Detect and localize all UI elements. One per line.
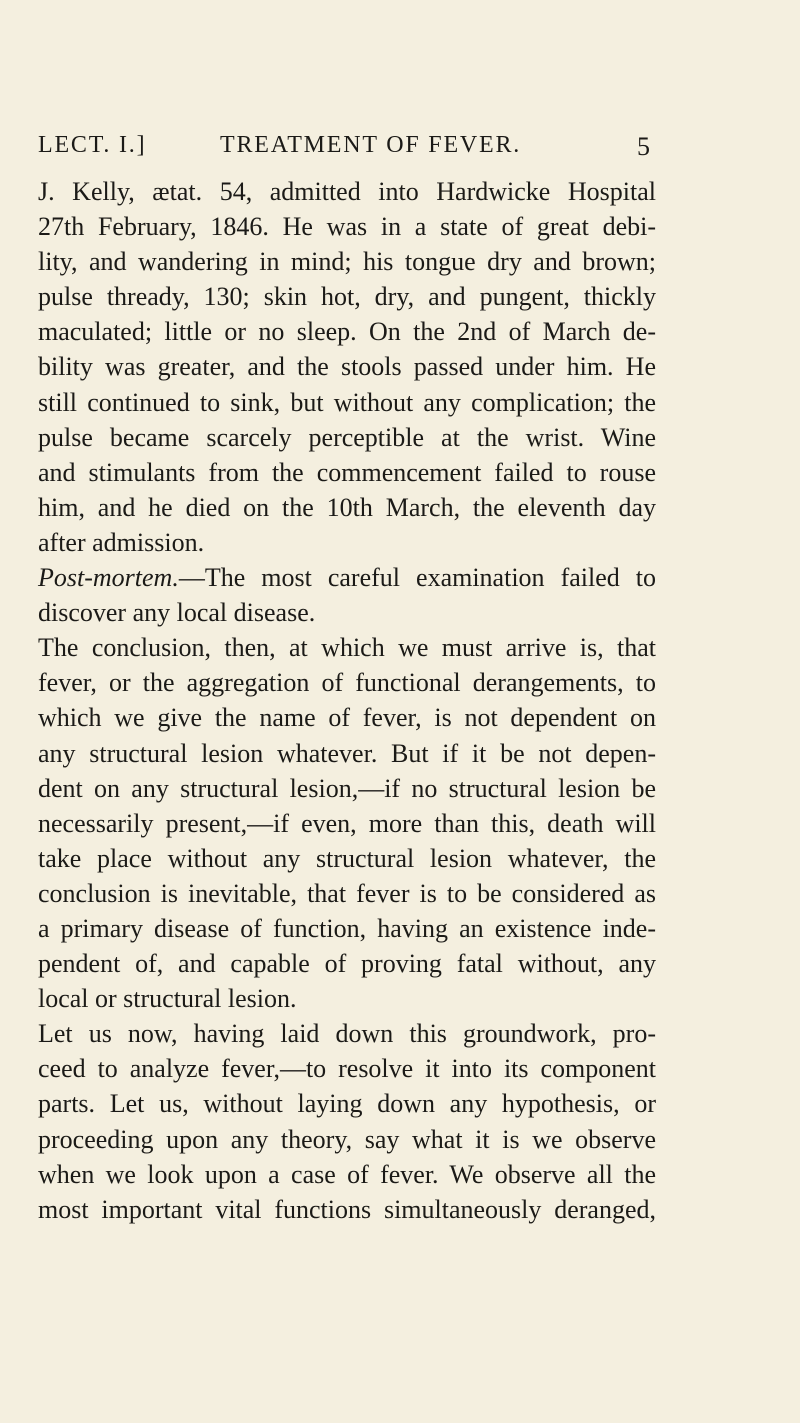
text-line: local or structural lesion. <box>38 984 297 1014</box>
text-line: which we give the name of fever, is not dependent on <box>38 703 656 733</box>
text-line: conclusion is inevitable, that fever is to be considered as <box>38 878 656 908</box>
lecture-reference: LECT. I.] <box>38 132 147 158</box>
text-line: 27th February, 1846. He was in a state of great debi- <box>38 212 656 242</box>
text-line: still continued to sink, but without any complication; the <box>38 387 656 417</box>
page-number: 5 <box>637 132 650 161</box>
text-line: necessarily present,—if even, more than this, death will <box>38 808 656 838</box>
text-line: proceeding upon any theory, say what it is we observe <box>38 1124 656 1154</box>
post-mortem-text: —The most careful examination failed to <box>178 563 656 593</box>
post-mortem-line <box>38 560 656 595</box>
text-line: when we look upon a case of fever. We observe all the <box>38 1159 656 1189</box>
text-line: any structural lesion whatever. But if it be not depen- <box>38 738 656 768</box>
text-line: Let us now, having laid down this groundwork, pro- <box>38 1019 656 1049</box>
text-line: pendent of, and capable of proving fatal without, any <box>38 949 656 979</box>
text-line: The conclusion, then, at which we must arrive is, that <box>38 633 656 663</box>
post-mortem-heading: Post-mortem. <box>38 563 179 593</box>
text-line: fever, or the aggregation of functional derangements, to <box>38 668 656 698</box>
text-line: most important vital functions simultaneously deranged, <box>38 1194 656 1224</box>
text-line: dent on any structural lesion,—if no structural lesion be <box>38 773 656 803</box>
text-line: bility was greater, and the stools passed under him. He <box>38 352 656 382</box>
text-line: ceed to analyze fever,—to resolve it into its component <box>38 1054 656 1084</box>
text-line: parts. Let us, without laying down any hypothesis, or <box>38 1089 656 1119</box>
text-line: and stimulants from the commencement failed to rouse <box>38 457 656 487</box>
body-text <box>38 174 656 1227</box>
text-line: discover any local disease. <box>38 598 316 628</box>
text-line: pulse thready, 130; skin hot, dry, and pungent, thickly <box>38 282 656 312</box>
text-line: lity, and wandering in mind; his tongue dry and brown; <box>38 247 656 277</box>
text-line: after admission. <box>38 527 205 557</box>
text-line: pulse became scarcely perceptible at the wrist. Wine <box>38 422 656 452</box>
page-title: TREATMENT OF FEVER. <box>220 132 522 158</box>
text-line: a primary disease of function, having an existence inde- <box>38 913 656 943</box>
text-line: him, and he died on the 10th March, the eleventh day <box>38 492 656 522</box>
text-line: J. Kelly, ætat. 54, admitted into Hardwicke Hospital <box>38 177 656 206</box>
running-head <box>38 132 650 168</box>
text-line: maculated; little or no sleep. On the 2nd of March de- <box>38 317 656 347</box>
text-line: take place without any structural lesion whatever, the <box>38 843 656 873</box>
